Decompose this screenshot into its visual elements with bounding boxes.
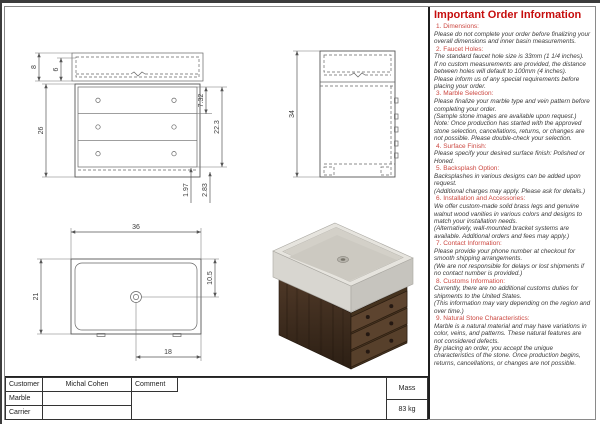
top-view	[33, 224, 219, 361]
mass-label: Mass	[386, 377, 428, 400]
section-paragraph: Please provide your phone number at checkout for smooth shipping arrangements.	[434, 247, 576, 263]
title-block	[5, 376, 428, 419]
break-symbol	[351, 73, 365, 77]
section-paragraph: If no custom measurements are provided, the distance between holes will default to 100mm (4 inches).	[434, 60, 586, 76]
section-heading-backsplash: 5. Backsplash Option:	[436, 165, 500, 173]
marble-value	[42, 391, 132, 406]
dim-top-depth: 21	[33, 292, 40, 301]
section-heading-installation: 6. Installation and Accessories:	[436, 195, 526, 203]
dim-front-top-height: 8	[31, 65, 38, 69]
section-paragraph: (Alternatively, wall-mounted bracket systems are available. Additional orders and fees may apply.)	[434, 225, 570, 240]
section-paragraph: (This information may vary depending on the region and over time.)	[434, 300, 591, 315]
section-paragraph: By placing an order, you accept the unique characteristics of the stone. Once production begins, returns, cancellations, or changes are not possible.	[434, 344, 581, 367]
comment-label: Comment	[131, 377, 178, 392]
carrier-label: Carrier	[5, 405, 43, 420]
drain-hole	[131, 292, 142, 303]
section-heading-stone-characteristics: 9. Natural Stone Characteristics:	[436, 314, 530, 322]
customer-value: Michal Cohen	[42, 377, 132, 392]
dim-front-body-height: 26	[38, 126, 45, 135]
section-paragraph: The standard faucet hole size is 33mm (1 1/4 inches).	[434, 53, 584, 61]
dim-side-total-height: 34	[289, 110, 296, 118]
section-paragraph: Please specify your desired surface finish: Polished or Honed.	[434, 150, 585, 165]
dim-top-drain-from-back: 10.5	[207, 271, 214, 285]
drawing-sheet	[4, 6, 596, 420]
section-paragraph: (Sample stone images are available upon request.)	[434, 113, 577, 121]
side-view	[289, 51, 398, 177]
dim-front-top-inner: 6	[53, 67, 60, 72]
window-left-edge	[0, 0, 2, 424]
section-paragraph: Marble is a natural material and may have variations in color, veins, and patterns. These natural features are not considered defects.	[434, 322, 587, 345]
mass-value: 83 kg	[386, 399, 428, 420]
carrier-value	[42, 405, 132, 420]
section-paragraph: Backsplashes in various designs can be added upon request.	[434, 173, 581, 188]
dim-top-width: 36	[132, 224, 140, 231]
section-paragraph: Please finalize your marble type and vein pattern before completing your order.	[434, 98, 590, 113]
section-heading-surface-finish: 4. Surface Finish:	[436, 142, 487, 150]
section-paragraph: We offer custom-made solid brass legs and genuine walnut wood vanities in various colors and designs to match your installation needs.	[434, 203, 583, 225]
window-top-edge	[0, 0, 600, 3]
section-heading-customs: 8. Customs Information:	[436, 277, 505, 285]
break-symbol	[131, 72, 145, 76]
order-info-panel	[428, 7, 595, 419]
section-paragraph: Please inform us of any special requirements before placing your order.	[434, 75, 580, 91]
section-heading-marble-selection: 3. Marble Selection:	[436, 90, 494, 98]
dim-front-bottom-offset: 2.83	[202, 183, 209, 197]
section-heading-faucet-holes: 2. Faucet Holes:	[436, 45, 484, 53]
dim-top-drain-from-side: 18	[164, 349, 172, 356]
isometric-render	[253, 217, 429, 379]
section-paragraph: Note: Once production has started with the approved stone selection, cancellations, returns, or changes are not possible. Please double-check your selection.	[434, 120, 585, 143]
customer-label: Customer	[5, 377, 43, 392]
section-heading-dimensions: 1. Dimensions:	[436, 23, 479, 30]
front-view	[31, 53, 227, 203]
section-paragraph: Currently, there are no additional customs duties for shipments to the United States.	[434, 285, 579, 300]
marble-label: Marble	[5, 391, 43, 406]
section-paragraph: (Additional charges may apply. Please ask for details.)	[434, 187, 586, 195]
dim-front-drawers-total: 22.3	[214, 120, 221, 134]
dim-front-bottom-inset: 1.97	[183, 183, 190, 197]
info-title: Important Order Information	[434, 9, 582, 21]
section-paragraph: (We are not responsible for delays or lost shipments if no contact number is provided.)	[434, 262, 585, 278]
dim-front-drawer-height: 7.32	[198, 93, 205, 108]
section-heading-contact: 7. Contact Information:	[436, 240, 502, 248]
section-paragraph: Please do not complete your order before finalizing your overall dimensions and inner basin measurements.	[434, 30, 591, 46]
drawer-knobs-front	[96, 98, 176, 156]
